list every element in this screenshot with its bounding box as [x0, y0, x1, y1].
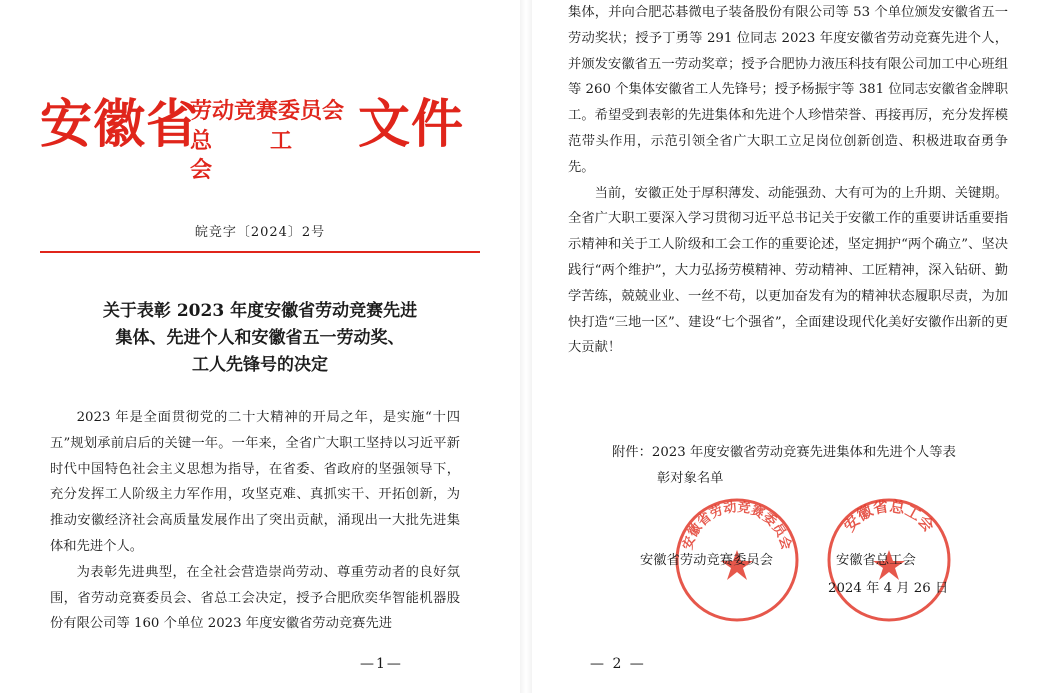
header-issuing-orgs	[190, 97, 350, 186]
paragraph-2: 为表彰先进典型，在全社会营造崇尚劳动、尊重劳动者的良好氛围，省劳动竞赛委员会、省总工会决定，授予合肥欣奕华智能机器股份有限公司等 160 个单位 2023 年度安徽省劳动竞赛先进	[50, 564, 460, 632]
red-divider	[40, 251, 480, 253]
svg-text:安徽省劳动竞赛委员会: 安徽省劳动竞赛委员会	[680, 500, 794, 552]
body-left	[50, 405, 460, 637]
header-doc: 文件	[358, 94, 465, 155]
header-org-1: 劳动竞赛委员会	[190, 98, 345, 124]
signature-competition-committee: 安徽省劳动竞赛委员会	[640, 553, 773, 568]
svg-text:安徽省总工会: 安徽省总工会	[840, 497, 938, 536]
document-number: 皖竞字〔2024〕2号	[194, 225, 326, 240]
title-line-1: 关于表彰 2023 年度安徽省劳动竞赛先进	[102, 301, 418, 321]
page-number-1: —1—	[360, 656, 403, 672]
signature-date: 2024 年 4 月 26 日	[828, 581, 949, 596]
signature-trade-union: 安徽省总工会	[836, 553, 916, 568]
paragraph-3: 当前，安徽正处于厚积薄发、动能强劲、大有可为的上升期、关键期。全省广大职工要深入学习贯彻习近平总书记关于安徽工作的重要讲话重要指示精神和关于工人阶级和工会工作的重要论述，坚定拥护“两个确立”、坚决践行“两个维护”，大力弘扬劳模精神、劳动精神、工匠精神，深入钻研、勤学苦练，兢兢业业、一丝不苟，以更加奋发有为的精神状态履职尽责，为加快打造“三地一区”、建设“七个强省”，全面建设现代化美好安徽作出新的更大贡献！	[568, 185, 1008, 356]
header-org-2: 总 工 会	[190, 127, 351, 184]
document-page-1	[0, 0, 520, 693]
document-title	[40, 298, 480, 380]
page-number-2: — 2 —	[590, 656, 646, 672]
document-page-2	[532, 0, 1045, 693]
header-province: 安徽省	[40, 94, 200, 155]
attachment-line-1: 附件：2023 年度安徽省劳动竞赛先进集体和先进个人等表	[612, 445, 956, 460]
attachment-note	[612, 440, 1012, 492]
document-header	[40, 95, 480, 185]
paragraph-2-continued: 集体，并向合肥芯碁微电子装备股份有限公司等 53 个单位颁发安徽省五一劳动奖状；授予丁勇等 291 位同志 2023 年度安徽省劳动竞赛先进个人，并颁发安徽省五一劳动奖章；授予合肥协力液压科技有限公司加工中心班组等 260 个集体安徽省工人先锋号；授予杨振宇等 381 位同志安徽省金牌职工。希望受到表彰的先进集体和先进个人珍惜荣誉、再接再厉，充分发挥模范带头作用，示范引领全省广大职工立足岗位创新创造、积极进取奋勇争先。	[568, 5, 1008, 175]
title-line-2: 集体、先进个人和安徽省五一劳动奖、	[115, 328, 405, 349]
title-line-3: 工人先锋号的决定	[192, 355, 328, 376]
paragraph-1: 2023 年是全面贯彻党的二十大精神的开局之年，是实施“十四五”规划承前启后的关键一年。一年来，全省广大职工坚持以习近平新时代中国特色社会主义思想为指导，在省委、省政府的坚强领导下，充分发挥工人阶级主力军作用，攻坚克难、真抓实干、开拓创新，为推动安徽经济社会高质量发展作出了突出贡献，涌现出一大批先进集体和先进个人。	[50, 410, 460, 554]
attachment-line-2: 彰对象名单	[657, 470, 724, 486]
body-right	[568, 0, 1008, 361]
page-gutter	[520, 0, 532, 693]
